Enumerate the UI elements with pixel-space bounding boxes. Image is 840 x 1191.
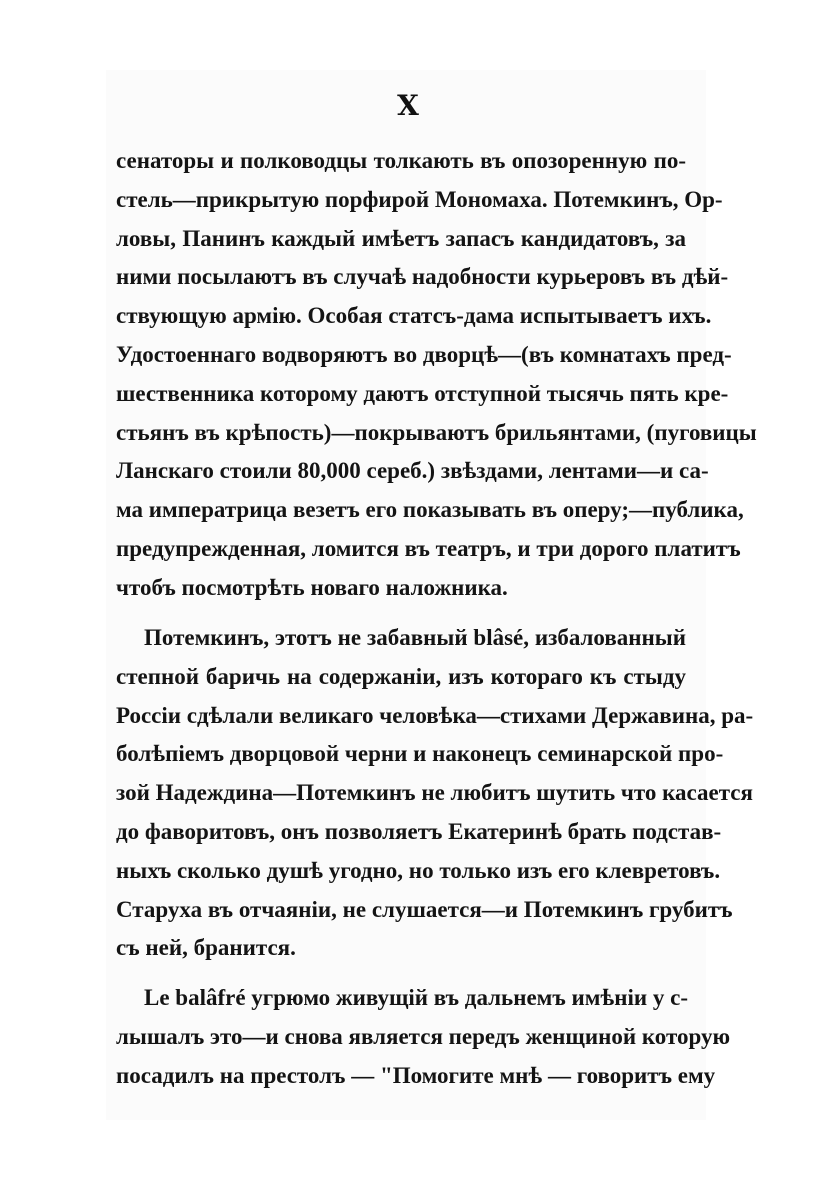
text-line: съ ней, бранится. [116,935,296,961]
text-line: Потемкинъ, этотъ не забавный blâsé, избалованный [144,625,686,650]
text-line: Россіи сдѣлали великаго человѣка—стихами Державина, ра- [116,702,754,728]
text-line: ствующую армію. Особая статсъ-дама испытываетъ ихъ. [116,303,712,329]
text-line: до фаворитовъ, онъ позволяетъ Екатеринѣ брать подстав- [116,818,722,844]
text-line: лышалъ это—и снова является передъ женщиной которую [116,1023,731,1049]
paragraph-1 [116,142,757,608]
text-line: ма императрица везетъ его показывать въ оперу;—публика, [116,497,744,523]
text-line: ныхъ сколько душѣ угодно, но только изъ его клевретовъ. [116,857,721,883]
page-number: X [397,89,419,122]
text-line: стель—прикрытую порфирой Мономаха. Потемкинъ, Ор- [116,186,723,212]
paragraph-2 [116,619,754,968]
text-line: ловы, Панинъ каждый имѣетъ запасъ кандидатовъ, за [116,225,686,251]
text-line: ними посылаютъ въ случаѣ надобности курьеровъ въ дѣй- [116,264,729,290]
text-line: предупрежденная, ломится въ театръ, и три дорого платитъ [116,535,741,561]
text-line: болѣпіемъ дворцовой черни и наконецъ семинарской про- [116,741,724,767]
text-line: степной баричь на содержаніи, изъ котораго къ стыду [116,663,686,689]
text-line: Удостоеннаго водворяютъ во дворцѣ—(въ комнатахъ пред- [116,341,732,367]
text-line: Старуха въ отчаяніи, не слушается—и Потемкинъ грубитъ [116,896,733,922]
text-line: стьянъ въ крѣпость)—покрываютъ брильянтами, (пуговицы [116,419,757,445]
text-line: Ланскаго стоили 80,000 сереб.) звѣздами, лентами—и са- [116,458,709,484]
text-line: чтобъ посмотрѣть новаго наложника. [116,574,508,600]
paragraph-3 [116,979,731,1095]
text-line: сенаторы и полководцы толкають въ опозоренную по- [116,148,686,173]
text-line: шественника которому даютъ отступной тысячь пять кре- [116,380,729,406]
text-line: зой Надеждина—Потемкинъ не любитъ шутить что касается [116,780,753,806]
text-line: посадилъ на престолъ — "Помогите мнѣ — говоритъ ему [116,1062,716,1088]
text-line: Le balâfré угрюмо живущій въ дальнемъ имѣніи у с- [144,985,688,1010]
